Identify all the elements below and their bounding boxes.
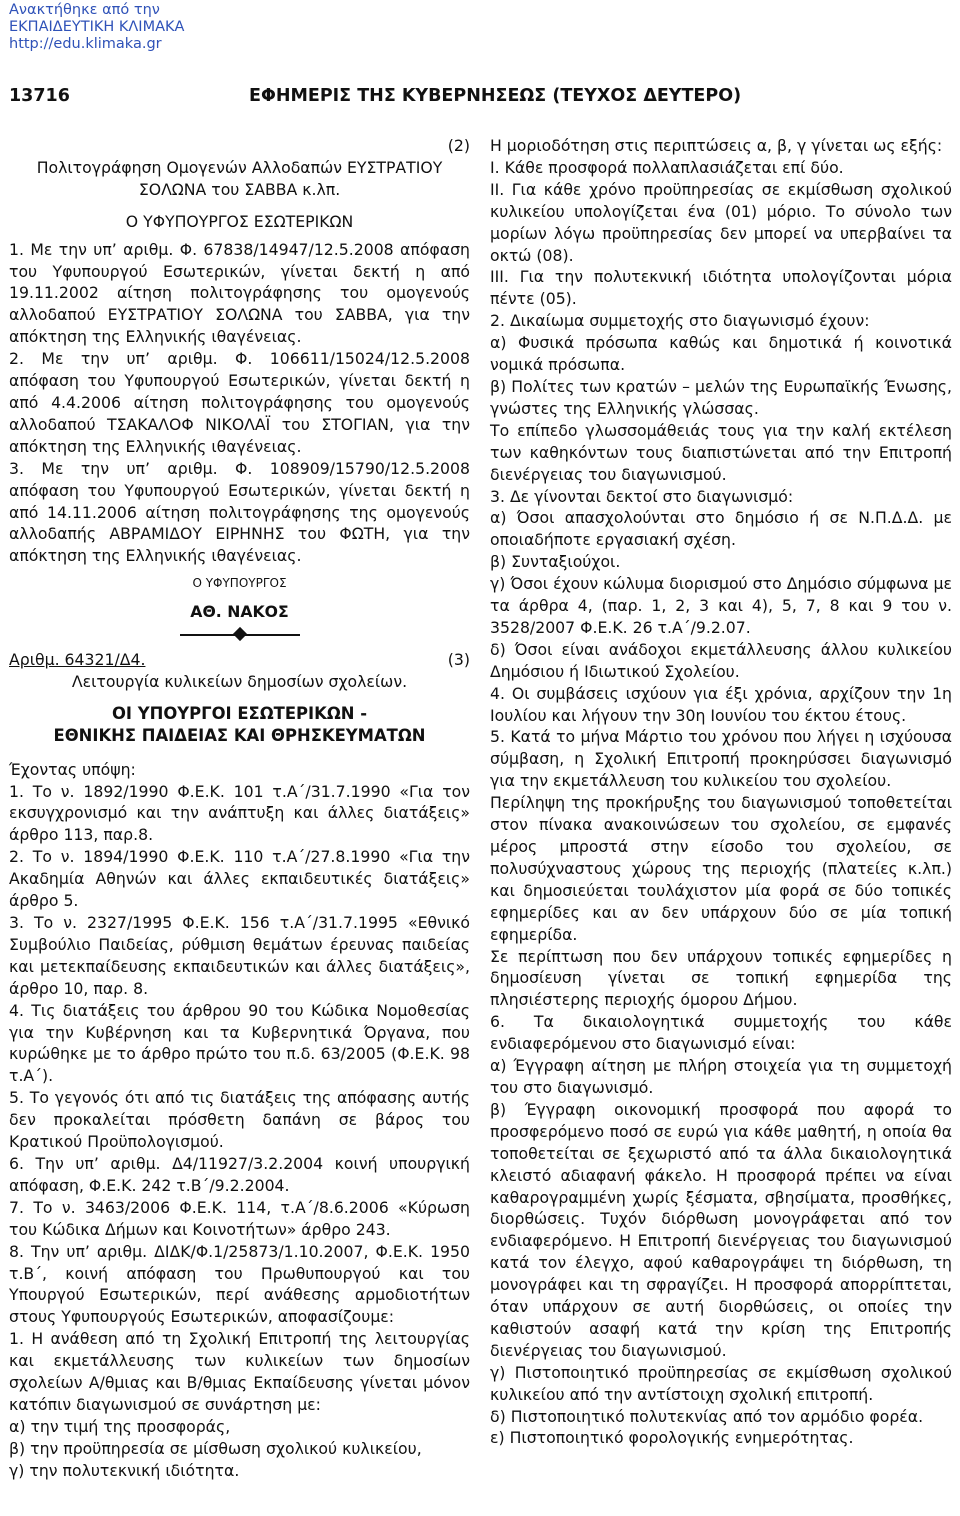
right-paragraph: β) Πολίτες των κρατών – μελών της Ευρωπαϊκής Ένωσης, γνώστες της Ελληνικής γλώσσας.: [490, 376, 952, 418]
right-paragraph: ΙΙΙ. Για την πολυτεκνική ιδιότητα υπολογίζονται μόρια πέντε (05).: [490, 267, 952, 309]
decision-3-authority-line-2: ΕΘΝΙΚΗΣ ΠΑΙΔΕΙΑΣ ΚΑΙ ΘΡΗΣΚΕΥΜΑΤΩΝ: [53, 725, 426, 745]
right-paragraph: Περίληψη της προκήρυξης του διαγωνισμού τοποθετείται στον πίνακα ανακοινώσεων του σχολείου, σε εμφανές μέρος μπροστά στην είσοδο του σχολείου, σε πολυσύχναστους χώρους της περιοχής (πλατείες κ.λπ.) και δημοσιεύεται τουλάχιστον μία φορά σε δύο τοπικές εφημερίδες και αν δεν υπάρχουν δύο σε μία τοπική εφημερίδα.: [490, 793, 952, 944]
diamond-icon: [232, 627, 246, 641]
right-paragraph: 2. Δικαίωμα συμμετοχής στο διαγωνισμό έχουν:: [490, 311, 870, 331]
decision-3-subject: Λειτουργία κυλικείων δημοσίων σχολείων.: [71, 671, 408, 691]
source-watermark: [9, 2, 184, 53]
right-paragraph: 6. Τα δικαιολογητικά συμμετοχής του κάθε ενδιαφερόμενου στο διαγωνισμό είναι:: [490, 1012, 952, 1054]
consideration-item: 7. Το ν. 3463/2006 Φ.Ε.Κ. 114, τ.Α΄/8.6.2006 «Κύρωση του Κώδικα Δήμων και Κοινοτήτων» άρθρο 243.: [9, 1197, 470, 1239]
right-paragraph: ΙΙ. Για κάθε χρόνο προϋπηρεσίας σε εκμίσθωση σχολικού κυλικείου υπολογίζεται ένα (01) μόριο. Το σύνολο των μορίων λόγω προϋπηρεσίας δεν μπορεί να υπερβαίνει τα οκτώ (08).: [490, 179, 952, 265]
watermark-line-2[interactable]: ΕΚΠΑΙΔΕΥΤΙΚΗ ΚΛΙΜΑΚΑ: [9, 19, 185, 35]
right-paragraph: γ) Πιστοποιητικό προϋπηρεσίας σε εκμίσθωση σχολικού κυλικείου από την αντίστοιχη σχολική επιτροπή.: [490, 1362, 952, 1404]
signature-name: ΑΘ. ΝΑΚΟΣ: [190, 602, 289, 622]
consideration-item: 6. Την υπ’ αριθμ. Δ4/11927/3.2.2004 κοινή υπουργική απόφαση, Φ.Ε.Κ. 242 τ.Β΄/9.2.2004.: [9, 1153, 470, 1195]
right-paragraph: Ι. Κάθε προσφορά πολλαπλασιάζεται επί δύο.: [490, 157, 844, 177]
point-1-intro: 1. Η ανάθεση από τη Σχολική Επιτροπή της λειτουργίας και εκμετάλλευσης των κυλικείων των δημοσίων σχολείων Α/θμιας και Β/θμιας Εκπαίδευσης γίνεται μόνον κατόπιν διαγωνισμού σε συνάρτηση με:: [9, 1329, 470, 1414]
right-paragraph: δ) Όσοι είναι ανάδοχοι εκμετάλλευσης άλλου κυλικείου Δημόσιου ή Ιδιωτικού Σχολείου.: [490, 639, 952, 681]
decision-2-number: (2): [447, 136, 470, 155]
consideration-item: 4. Τις διατάξεις του άρθρου 90 του Κώδικα Νομοθεσίας για την Κυβέρνηση και τα Κυβερνητικά Όργανα, που κυρώθηκε με το άρθρο πρώτο του π.δ. 63/2005 (Φ.Ε.Κ. 98 τ.Α΄).: [9, 1000, 470, 1086]
right-paragraph: β) Συνταξιούχοι.: [490, 552, 621, 572]
right-paragraph: Το επίπεδο γλωσσομάθειάς τους για την καλή εκτέλεση των καθηκόντων τους διαπιστώνεται από την Επιτροπή διενέργειας του διαγωνισμού.: [490, 420, 952, 484]
right-paragraph: 5. Κατά το μήνα Μάρτιο του χρόνου που λήγει η ισχύουσα σύμβαση, η Σχολική Επιτροπή προκηρύσσει διαγωνισμό για την εκμετάλλευση του κυλικείου του σχολείου.: [490, 727, 952, 791]
decision-3-number: (3): [447, 650, 470, 670]
consideration-item: 2. Το ν. 1894/1990 Φ.Ε.Κ. 110 τ.Α΄/27.8.1990 «Για την Ακαδημία Αθηνών και άλλες εκπαιδευτικές διατάξεις» άρθρο 5.: [9, 847, 470, 911]
decision-2-item: 3. Με την υπ’ αριθμ. Φ. 108909/15790/12.5.2008 απόφαση του Υφυπουργού Εσωτερικών, γίνεται δεκτή η από 14.11.2006 αίτηση πολιτογράφησης της ομογενούς αλλοδαπής ΑΒΡΑΜΙΔΟΥ ΕΙΡΗΝΗΣ του ΦΩΤΗ, για την απόκτηση της Ελληνικής ιθαγένειας.: [9, 458, 470, 566]
decision-2-authority: Ο ΥΦΥΠΟΥΡΓΟΣ ΕΣΩΤΕΡΙΚΩΝ: [125, 211, 354, 231]
watermark-line-1[interactable]: Ανακτήθηκε από την: [9, 2, 160, 18]
section-divider: [180, 627, 300, 641]
right-paragraph: 4. Οι συμβάσεις ισχύουν για έξι χρόνια, αρχίζουν την 1η Ιουλίου και λήγουν την 30η Ιουνίου του έκτου έτους.: [490, 683, 952, 725]
decision-2-title: Πολιτογράφηση Ομογενών Αλλοδαπών ΕΥΣΤΡΑΤΙΟΥ ΣΟΛΩΝΑ του ΣΑΒΒΑ κ.λπ.: [36, 157, 443, 199]
signature-title: Ο ΥΦΥΠΟΥΡΓΟΣ: [192, 576, 287, 591]
decision-3-authority-line-1: ΟΙ ΥΠΟΥΡΓΟΙ ΕΣΩΤΕΡΙΚΩΝ -: [112, 703, 367, 723]
right-paragraph: α) Όσοι απασχολούνται στο δημόσιο ή σε Ν.Π.Δ.Δ. με οποιαδήποτε εργασιακή σχέση.: [490, 508, 952, 550]
point-1-item: γ) την πολυτεκνική ιδιότητα.: [9, 1460, 240, 1480]
point-1-item: β) την προϋπηρεσία σε μίσθωση σχολικού κυλικείου,: [9, 1438, 422, 1458]
decision-3-ref-line: [9, 649, 470, 671]
right-paragraph: Σε περίπτωση που δεν υπάρχουν τοπικές εφημερίδες η δημοσίευση γίνεται σε τοπική εφημερίδα της πλησιέστερης περιοχής όμορου Δήμου.: [490, 946, 952, 1010]
decision-2-item: 2. Με την υπ’ αριθμ. Φ. 106611/15024/12.5.2008 απόφαση του Υφυπουργού Εσωτερικών, γίνεται δεκτή η από 4.4.2006 αίτηση πολιτογράφησης του ομογενούς αλλοδαπού ΤΣΑΚΑΛΟΦ ΝΙΚΟΛΑΪ του ΣΤΟΓΙΑΝ, για την απόκτηση της Ελληνικής ιθαγένειας.: [9, 349, 470, 456]
right-paragraph: β) Έγγραφη οικονομική προσφορά που αφορά το προσφερόμενο ποσό σε ευρώ για κάθε μαθητή, η οποία θα τοποθετείται σε ξεχωριστό από τα άλλα δικαιολογητικά κλειστό αδιαφανή φάκελο. Η προσφορά πρέπει να είναι καθαρογραμμένη χωρίς ξέσματα, σβησίματα, προσθήκες, διορθώσεις. Τυχόν διόρθωση μονογράφεται από τον ενδιαφερόμενο. Η Επιτροπή διενέργειας του διαγωνισμού κατά τον έλεγχο, αφού καθαρογράψει τη διόρθωση, τη μονογράφει και τη σφραγίζει. Η προσφορά απορρίπτεται, όταν υπάρχουν σε αυτή διορθώσεις, οι οποίες την καθιστούν ασαφή κατά την κρίση της Επιτροπής διενέργειας του διαγωνισμού.: [490, 1099, 952, 1360]
point-1-item: α) την τιμή της προσφοράς,: [9, 1416, 231, 1436]
left-column: [9, 135, 470, 1482]
right-paragraph: 3. Δε γίνονται δεκτοί στο διαγωνισμό:: [490, 486, 794, 506]
watermark-link[interactable]: http://edu.klimaka.gr: [9, 36, 162, 52]
right-paragraph: γ) Όσοι έχουν κώλυμα διορισμού στο Δημόσιο σύμφωνα με τα άρθρα 4, (παρ. 1, 2, 3 και 4), 5, 7, 8 και 9 του ν. 3528/2007 Φ.Ε.Κ. 26 τ.Α΄/9.2.07.: [490, 574, 952, 637]
page-number: 13716: [9, 86, 70, 106]
right-column: [490, 135, 952, 1449]
consideration-item: 1. Το ν. 1892/1990 Φ.Ε.Κ. 101 τ.Α΄/31.7.1990 «Για τον εκσυγχρονισμό και την ανάπτυξη και άλλες διατάξεις» άρθρο 113, παρ.8.: [9, 781, 470, 845]
right-paragraph: δ) Πιστοποιητικό πολυτεκνίας από τον αρμόδιο φορέα.: [490, 1406, 924, 1426]
right-paragraph: ε) Πιστοποιητικό φορολογικής ενημερότητας.: [490, 1428, 854, 1448]
consideration-item: 3. Το ν. 2327/1995 Φ.Ε.Κ. 156 τ.Α΄/31.7.1995 «Εθνικό Συμβούλιο Παιδείας, ρύθμιση θεμάτων έρευνας παιδείας και μετεκπαίδευσης εκπαιδευτικών και άλλες διατάξεις», άρθρο 10, παρ. 8.: [9, 913, 470, 998]
considering-heading: Έχοντας υπόψη:: [9, 759, 136, 779]
decision-2-item: 1. Με την υπ’ αριθμ. Φ. 67838/14947/12.5.2008 απόφαση του Υφυπουργού Εσωτερικών, γίνεται δεκτή η από 19.11.2002 αίτηση πολιτογράφησης του ομογενούς αλλοδαπού ΕΥΣΤΡΑΤΙΟΥ ΣΟΛΩΝΑ του ΣΑΒΒΑ, για την απόκτηση της Ελληνικής ιθαγένειας.: [9, 239, 470, 347]
decision-3-ref-number: Αριθμ. 64321/Δ4.: [9, 650, 146, 670]
right-paragraph: α) Φυσικά πρόσωπα καθώς και δημοτικά ή κοινοτικά νομικά πρόσωπα.: [490, 333, 952, 375]
page-header: [9, 86, 939, 112]
right-paragraph: α) Έγγραφη αίτηση με πλήρη στοιχεία για τη συμμετοχή του στο διαγωνισμό.: [490, 1056, 952, 1097]
consideration-item: 5. Το γεγονός ότι από τις διατάξεις της απόφασης αυτής δεν προκαλείται πρόσθετη δαπάνη σε βάρος του Κρατικού Προϋπολογισμού.: [9, 1088, 470, 1152]
consideration-item: 8. Την υπ’ αριθμ. ΔΙΔΚ/Φ.1/25873/1.10.2007, Φ.Ε.Κ. 1950 τ.Β΄, κοινή απόφαση του Πρωθυπουργού και του Υπουργού Εσωτερικών, περί ανάθεσης αρμοδιοτήτων στους Υφυπουργούς Εσωτερικών, αποφασίζουμε:: [9, 1241, 470, 1327]
right-paragraph: Η μοριοδότηση στις περιπτώσεις α, β, γ γίνεται ως εξής:: [490, 136, 943, 155]
journal-title: ΕΦΗΜΕΡΙΣ ΤΗΣ ΚΥΒΕΡΝΗΣΕΩΣ (ΤΕΥΧΟΣ ΔΕΥΤΕΡΟ): [249, 86, 742, 106]
